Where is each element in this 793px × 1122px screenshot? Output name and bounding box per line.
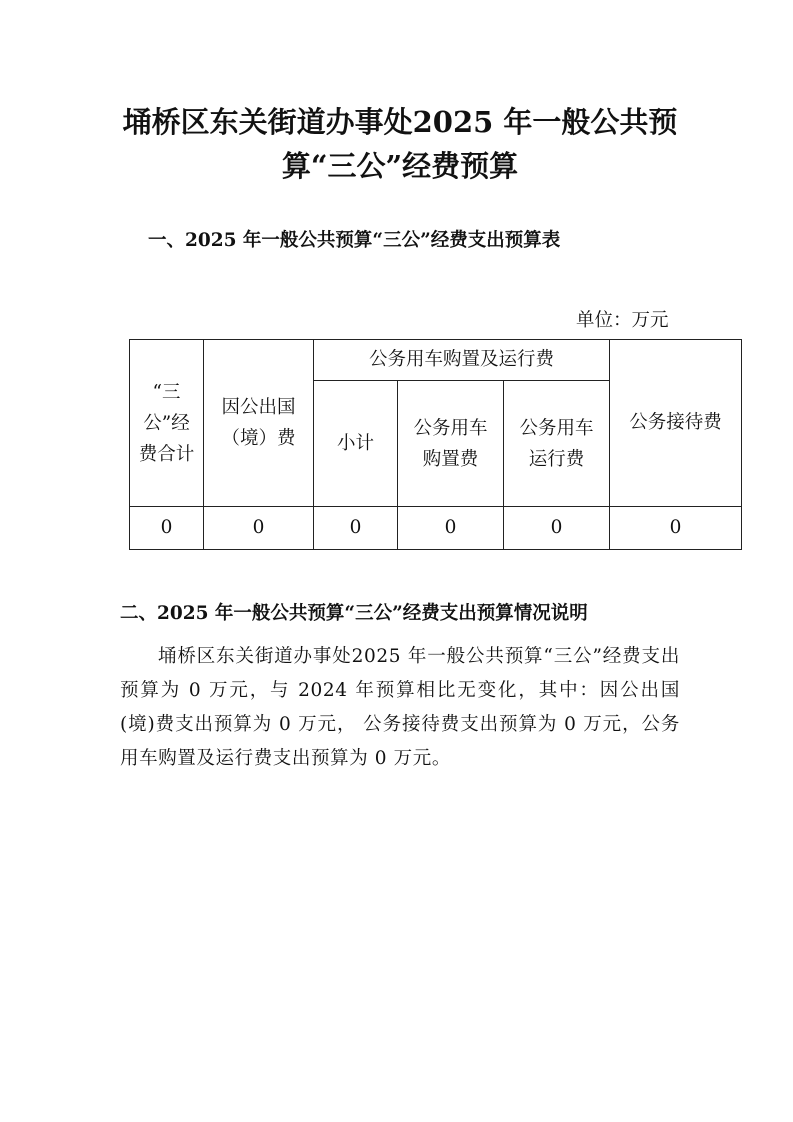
value-abroad: 0 <box>204 507 314 550</box>
value-reception: 0 <box>610 507 742 550</box>
budget-table <box>129 339 742 550</box>
header-reception: 公务接待费 <box>610 340 742 507</box>
value-subtotal: 0 <box>314 507 398 550</box>
document-title <box>110 100 690 188</box>
table-header-row-1 <box>130 340 742 381</box>
section-1-heading: 一、2025 年一般公共预算“三公”经费支出预算表 <box>148 230 561 251</box>
unit-label: 单位：万元 <box>576 310 669 331</box>
header-three-public-total <box>130 340 204 507</box>
header-vehicle-group: 公务用车购置及运行费 <box>314 340 610 381</box>
value-total: 0 <box>130 507 204 550</box>
title-line-2: 算“三公”经费预算 <box>281 149 519 183</box>
header-subtotal: 小计 <box>314 381 398 507</box>
header-abroad <box>204 340 314 507</box>
header-three-public-total-label: “三公”经费合计 <box>138 381 195 465</box>
header-vehicle-operation-label: 公务用车运行费 <box>519 417 594 470</box>
header-vehicle-operation <box>504 381 610 507</box>
explanation-paragraph: 埇桥区东关街道办事处2025 年一般公共预算“三公”经费支出预算为 0 万元，与 2024 年预算相比无变化，其中：因公出国(境)费支出预算为 0 万元， 公务接待费支出预算为 0 万元，公务用车购置及运行费支出预算为 0 万元。 <box>120 646 680 769</box>
section-2-heading: 二、2025 年一般公共预算“三公”经费支出预算情况说明 <box>120 603 588 624</box>
title-line-1: 埇桥区东关街道办事处2025 年一般公共预 <box>122 105 678 139</box>
table-row <box>130 507 742 550</box>
header-vehicle-purchase-label: 公务用车购置费 <box>413 417 488 470</box>
header-abroad-label: 因公出国（境）费 <box>221 397 296 449</box>
value-vehicle-operation: 0 <box>504 507 610 550</box>
value-vehicle-purchase: 0 <box>398 507 504 550</box>
header-vehicle-purchase <box>398 381 504 507</box>
